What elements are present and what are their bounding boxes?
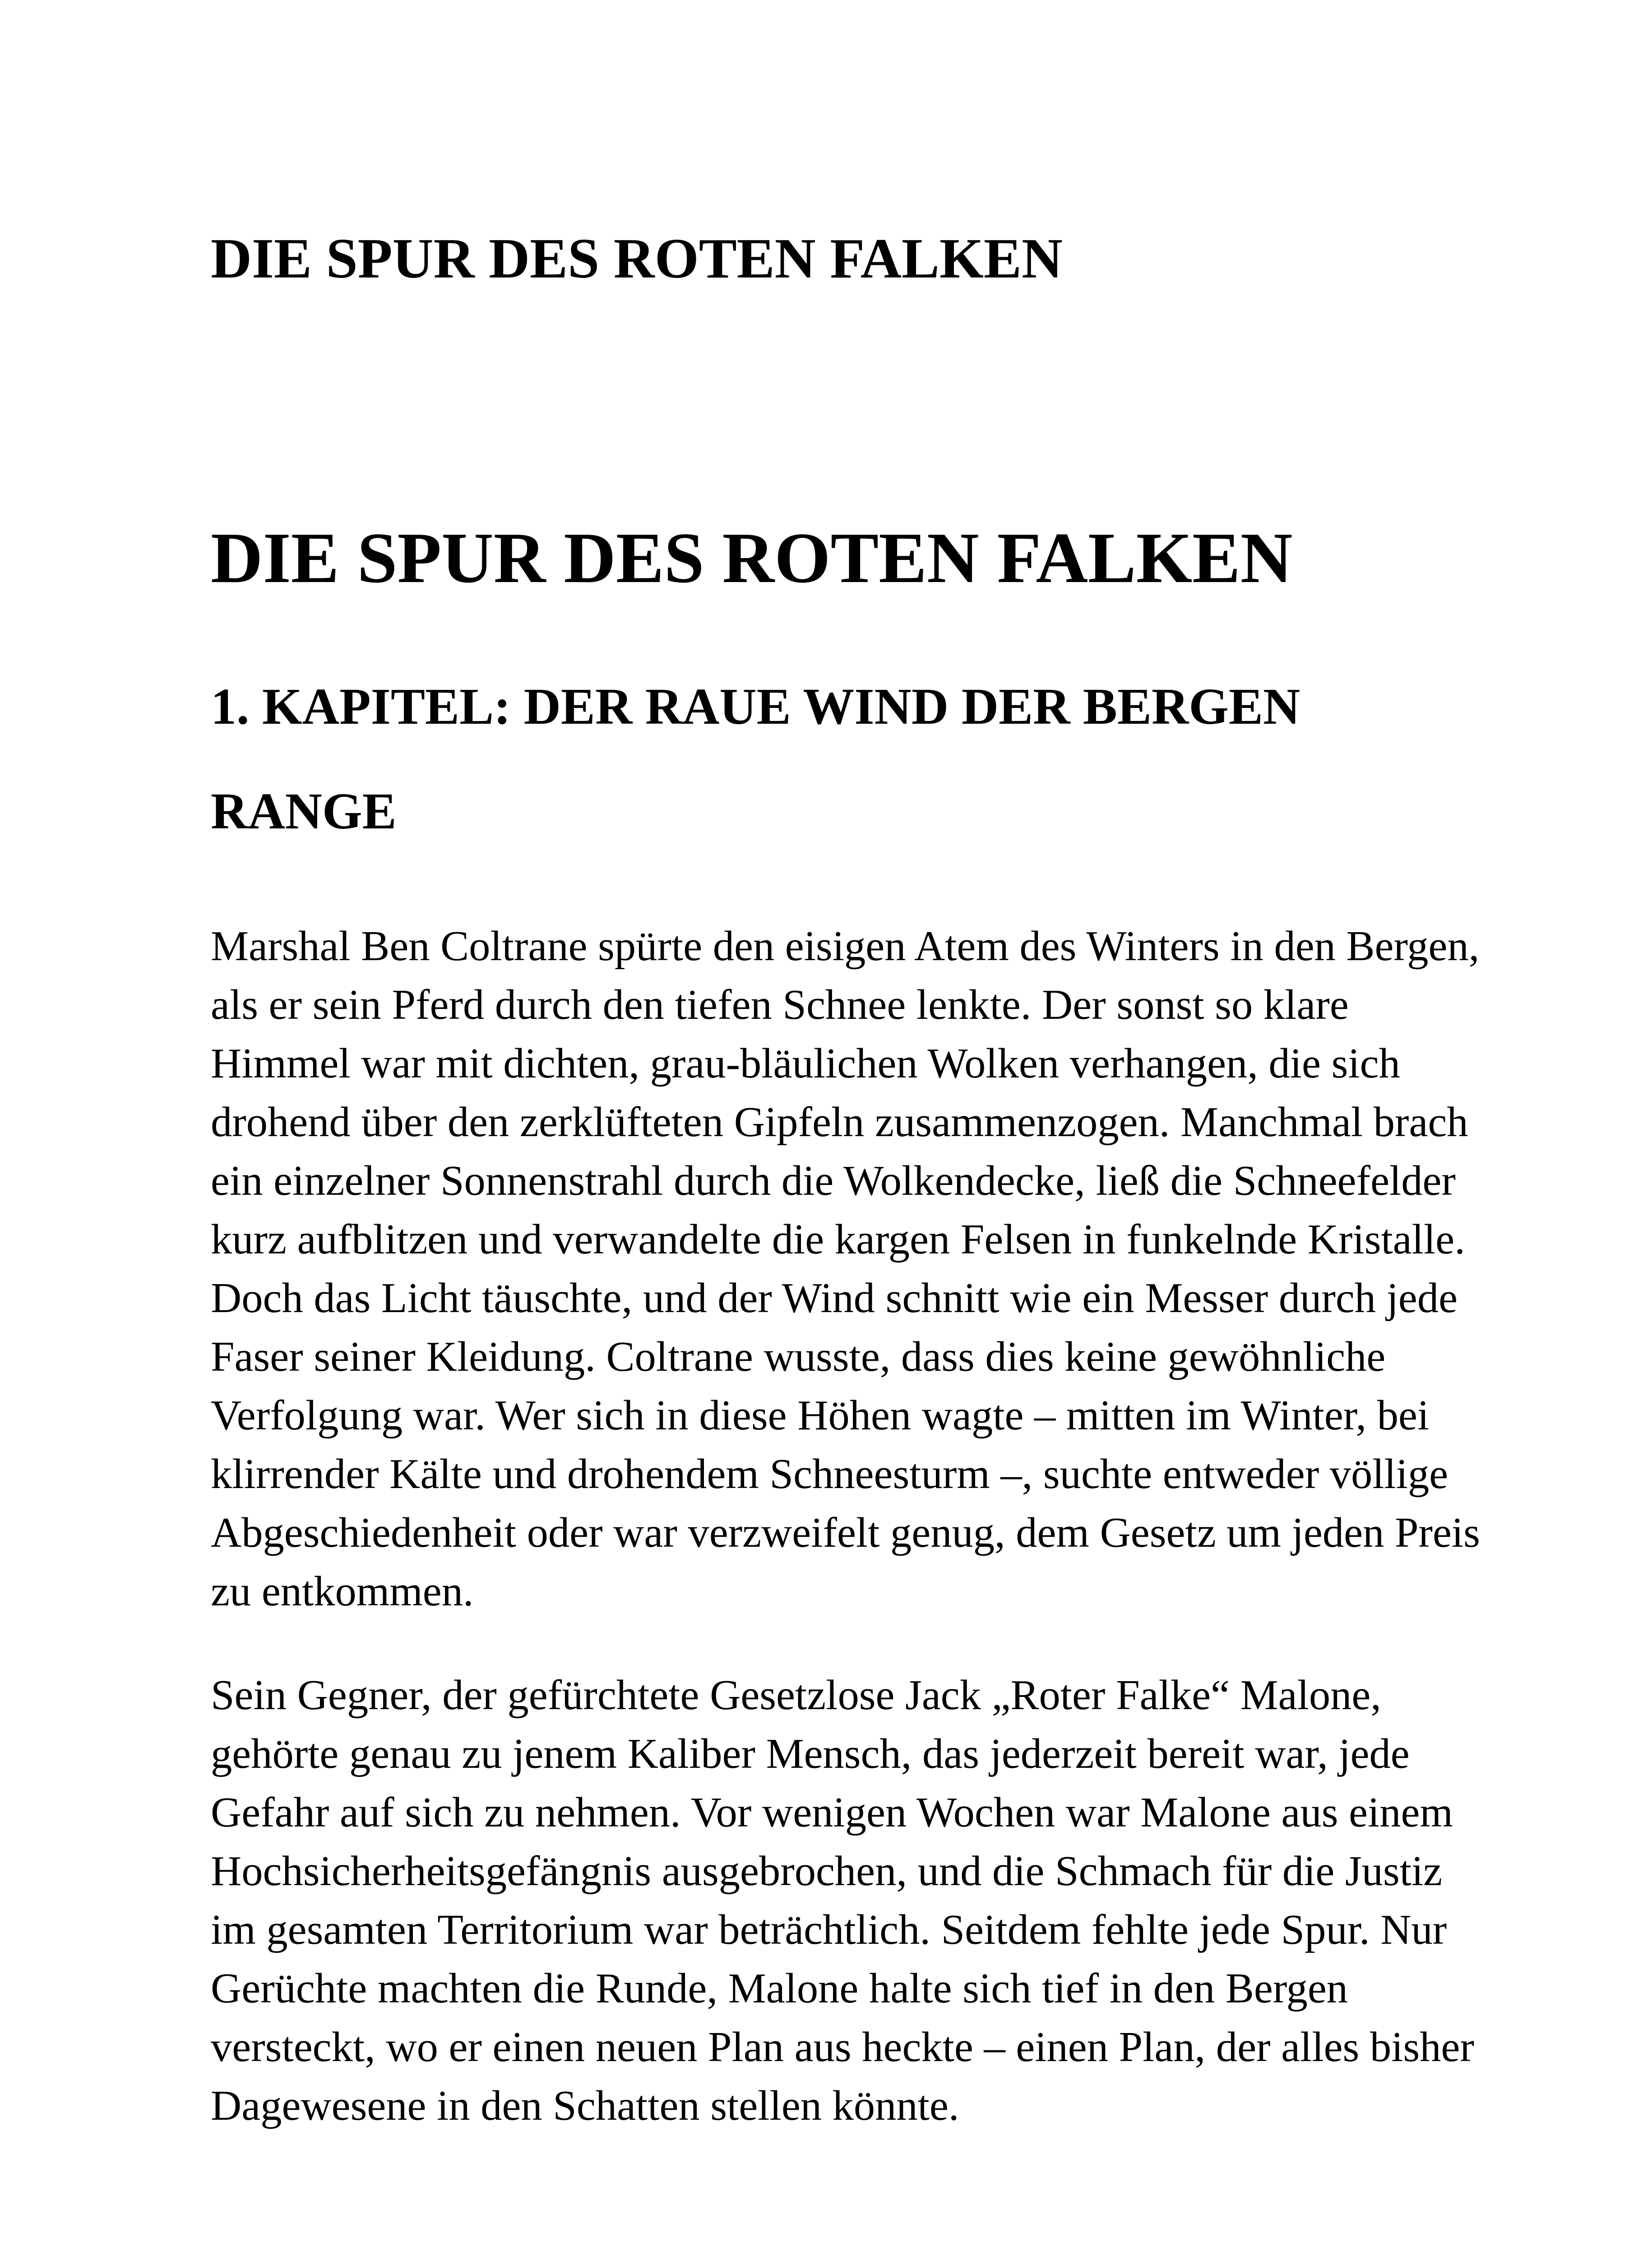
chapter-title: 1. KAPITEL: DER RAUE WIND DER BERGEN RANGE <box>211 678 1300 840</box>
book-title: DIE SPUR DES ROTEN FALKEN <box>211 518 1293 598</box>
paragraph-1: Marshal Ben Coltrane spürte den eisigen Atem des Winters in den Bergen, als er sein Pferd durch den tiefen Schnee lenkte. Der sonst so klare Himmel war mit dichten, grau-bläulichen Wolken verhangen, die sich drohend über den zerklüfteten Gipfeln zusammenzogen. Manchmal brach ein einzelner Sonnenstrahl durch die Wolkendecke, ließ die Schneefelder kurz aufblitzen und verwandelte die kargen Felsen in funkelnde Kristalle. Doch das Licht täuschte, und der Wind schnitt wie ein Messer durch jede Faser seiner Kleidung. Coltrane wusste, dass dies keine gewöhnliche Verfolgung war. Wer sich in diese Höhen wagte – mitten im Winter, bei klirrender Kälte und drohendem Schneesturm –, suchte entweder völlige Abgeschiedenheit oder war verzweifelt genug, dem Gesetz um jeden Preis zu entkommen. <box>211 923 1480 1615</box>
running-header-title: DIE SPUR DES ROTEN FALKEN <box>211 227 1063 290</box>
body-text <box>211 917 1492 2180</box>
paragraph-2: Sein Gegner, der gefürchtete Gesetzlose Jack „Roter Falke“ Malone, gehörte genau zu jenem Kaliber Mensch, das jederzeit bereit war, jede Gefahr auf sich zu nehmen. Vor wenigen Wochen war Malone aus einem Hochsicherheitsgefängnis ausgebrochen, und die Schmach für die Justiz im gesamten Territorium war beträchtlich. Seitdem fehlte jede Spur. Nur Gerüchte machten die Runde, Malone halte sich tief in den Bergen versteckt, wo er einen neuen Plan aus heckte – einen Plan, der alles bisher Dagewesene in den Schatten stellen könnte. <box>211 1672 1474 2129</box>
